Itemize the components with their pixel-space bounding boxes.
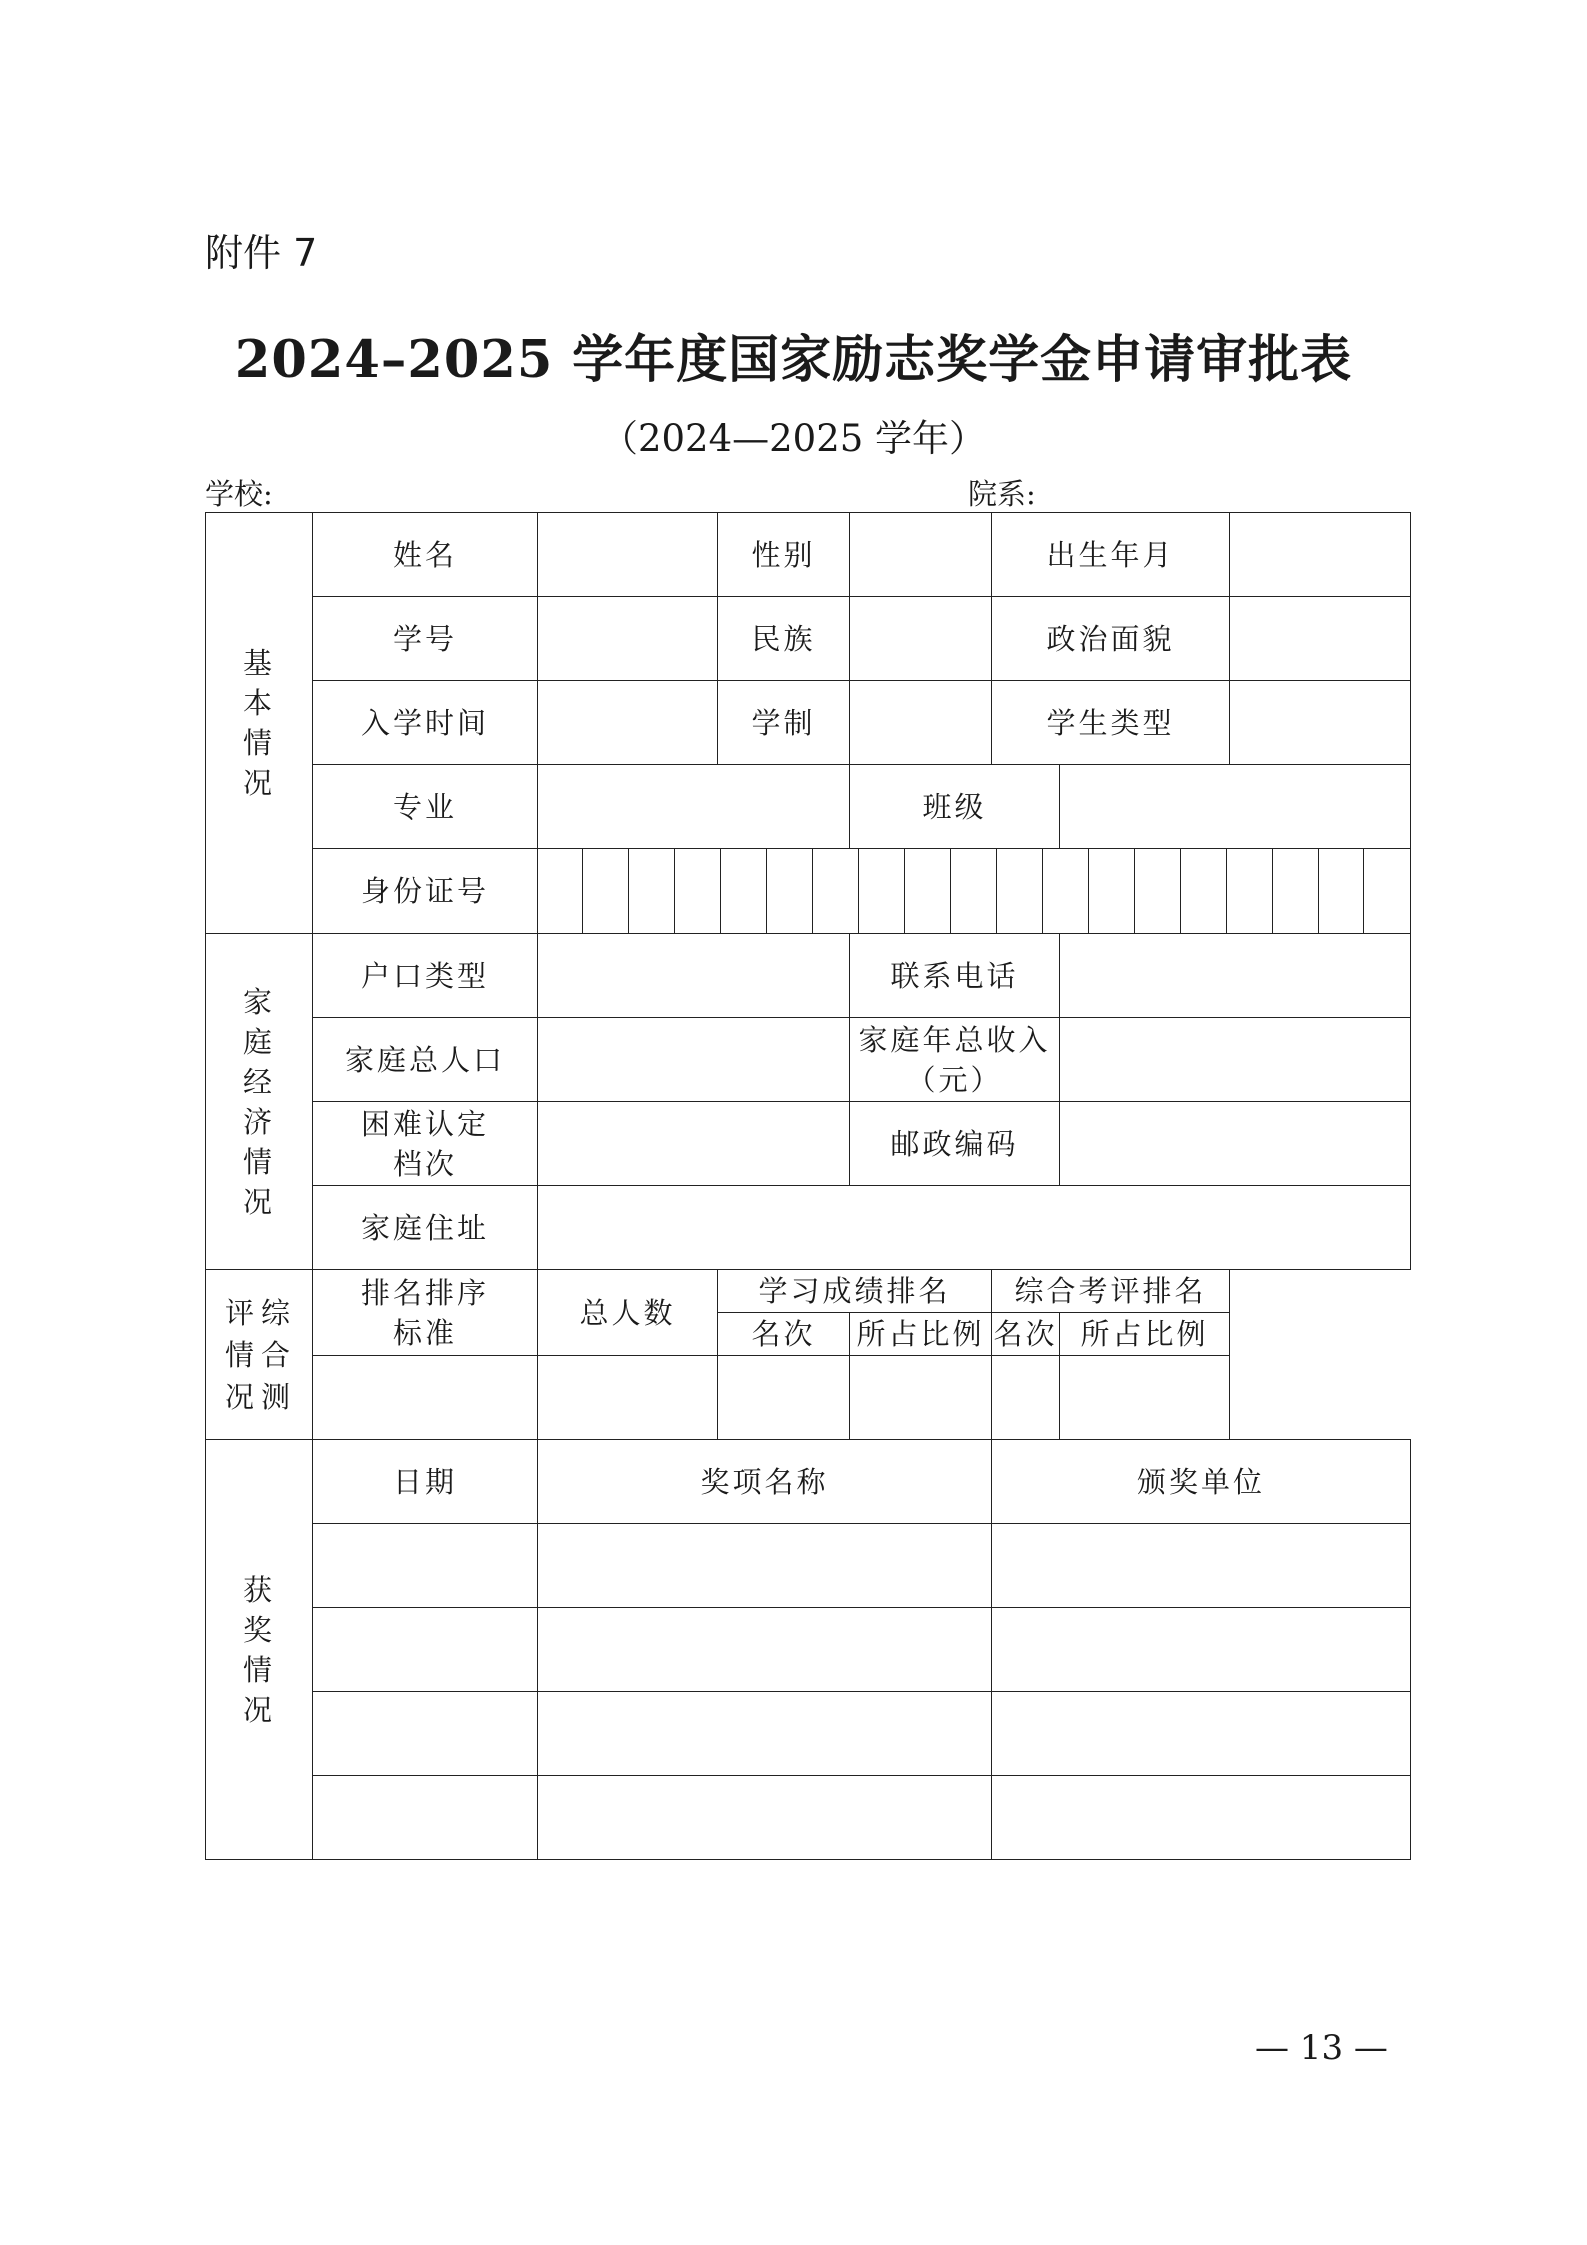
id-digit-box[interactable]: [1226, 849, 1272, 933]
document-subtitle: （2024—2025 学年）: [600, 417, 987, 460]
label-rank-standard: [313, 1270, 538, 1356]
field-postcode[interactable]: [1060, 1102, 1411, 1186]
label-ethnicity: 民族: [718, 597, 850, 681]
field-phone[interactable]: [1060, 934, 1411, 1018]
label-overall-ranking: 综合考评排名: [992, 1270, 1230, 1313]
field-academic-ratio[interactable]: [850, 1356, 992, 1440]
id-number-boxes: [538, 849, 1411, 934]
field-gender[interactable]: [850, 513, 992, 597]
field-major[interactable]: [538, 765, 850, 849]
label-gender: 性别: [718, 513, 850, 597]
school-label: 学校:: [205, 477, 273, 511]
label-overall-ratio: 所占比例: [1060, 1313, 1230, 1356]
label-name: 姓名: [313, 513, 538, 597]
id-digit-box[interactable]: [766, 849, 812, 933]
rank-standard-line2: 标准: [392, 1315, 457, 1350]
field-name[interactable]: [538, 513, 718, 597]
label-student-id: 学号: [313, 597, 538, 681]
department-label: 院系:: [968, 477, 1036, 511]
label-class: 班级: [850, 765, 1060, 849]
field-student-id[interactable]: [538, 597, 718, 681]
field-award-issuer[interactable]: [992, 1692, 1411, 1776]
id-digit-box[interactable]: [858, 849, 904, 933]
id-digit-box[interactable]: [1088, 849, 1134, 933]
field-overall-rank[interactable]: [992, 1356, 1060, 1440]
label-postcode: 邮政编码: [850, 1102, 1060, 1186]
field-rank-standard[interactable]: [313, 1356, 538, 1440]
label-award-name: 奖项名称: [538, 1440, 992, 1524]
label-academic-ranking: 学习成绩排名: [718, 1270, 992, 1313]
label-difficulty-level: [313, 1102, 538, 1186]
label-family-members: 家庭总人口: [313, 1018, 538, 1102]
id-digit-box[interactable]: [720, 849, 766, 933]
label-major: 专业: [313, 765, 538, 849]
rank-standard-line1: 排名排序: [360, 1275, 489, 1310]
difficulty-label-line1: 困难认定: [360, 1106, 489, 1141]
application-form-table: [205, 512, 1411, 1860]
id-digit-box[interactable]: [583, 849, 629, 933]
field-class[interactable]: [1060, 765, 1411, 849]
id-digit-box[interactable]: [1180, 849, 1226, 933]
id-digit-box[interactable]: [1134, 849, 1180, 933]
id-digit-box[interactable]: [996, 849, 1042, 933]
section-awards: 获 奖 情 况: [206, 1440, 313, 1860]
label-id-number: 身份证号: [313, 849, 538, 934]
id-digit-box[interactable]: [1042, 849, 1088, 933]
field-award-name[interactable]: [538, 1776, 992, 1860]
label-birth: 出生年月: [992, 513, 1230, 597]
label-award-date: 日期: [313, 1440, 538, 1524]
label-phone: 联系电话: [850, 934, 1060, 1018]
label-academic-rank: 名次: [718, 1313, 850, 1356]
field-award-date[interactable]: [313, 1692, 538, 1776]
page-number: — 13 —: [1255, 2028, 1388, 2068]
id-digit-box[interactable]: [1272, 849, 1318, 933]
field-student-type[interactable]: [1230, 681, 1411, 765]
difficulty-label-line2: 档次: [392, 1146, 457, 1181]
section-evaluation-col2: 综 合 测: [261, 1295, 294, 1414]
section-evaluation-col1: 评 情 况: [224, 1295, 257, 1414]
income-label-line1: 家庭年总收入: [858, 1022, 1051, 1057]
section-evaluation: [206, 1270, 313, 1440]
label-political-status: 政治面貌: [992, 597, 1230, 681]
field-award-date[interactable]: [313, 1524, 538, 1608]
field-award-date[interactable]: [313, 1608, 538, 1692]
field-overall-ratio[interactable]: [1060, 1356, 1230, 1440]
field-award-date[interactable]: [313, 1776, 538, 1860]
field-enroll-time[interactable]: [538, 681, 718, 765]
id-digit-box[interactable]: [1364, 849, 1410, 933]
field-study-length[interactable]: [850, 681, 992, 765]
attachment-label: 附件 7: [205, 231, 318, 275]
field-family-income[interactable]: [1060, 1018, 1411, 1102]
field-political-status[interactable]: [1230, 597, 1411, 681]
id-digit-box[interactable]: [812, 849, 858, 933]
field-total-students[interactable]: [538, 1356, 718, 1440]
id-digit-box[interactable]: [628, 849, 674, 933]
field-hukou[interactable]: [538, 934, 850, 1018]
field-difficulty-level[interactable]: [538, 1102, 850, 1186]
label-student-type: 学生类型: [992, 681, 1230, 765]
field-award-issuer[interactable]: [992, 1524, 1411, 1608]
id-digit-box[interactable]: [674, 849, 720, 933]
id-number-leading-gap: [538, 849, 583, 933]
field-ethnicity[interactable]: [850, 597, 992, 681]
label-home-address: 家庭住址: [313, 1186, 538, 1270]
label-overall-rank: 名次: [992, 1313, 1060, 1356]
section-family-economy: 家 庭 经 济 情 况: [206, 934, 313, 1270]
field-award-issuer[interactable]: [992, 1608, 1411, 1692]
section-basic-info: 基 本 情 况: [206, 513, 313, 934]
field-academic-rank[interactable]: [718, 1356, 850, 1440]
label-award-issuer: 颁奖单位: [992, 1440, 1411, 1524]
label-academic-ratio: 所占比例: [850, 1313, 992, 1356]
field-award-name[interactable]: [538, 1608, 992, 1692]
field-award-name[interactable]: [538, 1692, 992, 1776]
field-home-address[interactable]: [538, 1186, 1411, 1270]
field-award-name[interactable]: [538, 1524, 992, 1608]
label-study-length: 学制: [718, 681, 850, 765]
id-digit-box[interactable]: [904, 849, 950, 933]
field-birth[interactable]: [1230, 513, 1411, 597]
label-family-income: [850, 1018, 1060, 1102]
field-award-issuer[interactable]: [992, 1776, 1411, 1860]
income-label-line2: （元）: [906, 1062, 1003, 1097]
id-digit-box[interactable]: [1318, 849, 1364, 933]
label-total-students: 总人数: [538, 1270, 718, 1356]
label-hukou: 户口类型: [313, 934, 538, 1018]
document-title: 2024–2025 学年度国家励志奖学金申请审批表: [234, 330, 1353, 390]
field-family-members[interactable]: [538, 1018, 850, 1102]
id-digit-box[interactable]: [950, 849, 996, 933]
label-enroll-time: 入学时间: [313, 681, 538, 765]
